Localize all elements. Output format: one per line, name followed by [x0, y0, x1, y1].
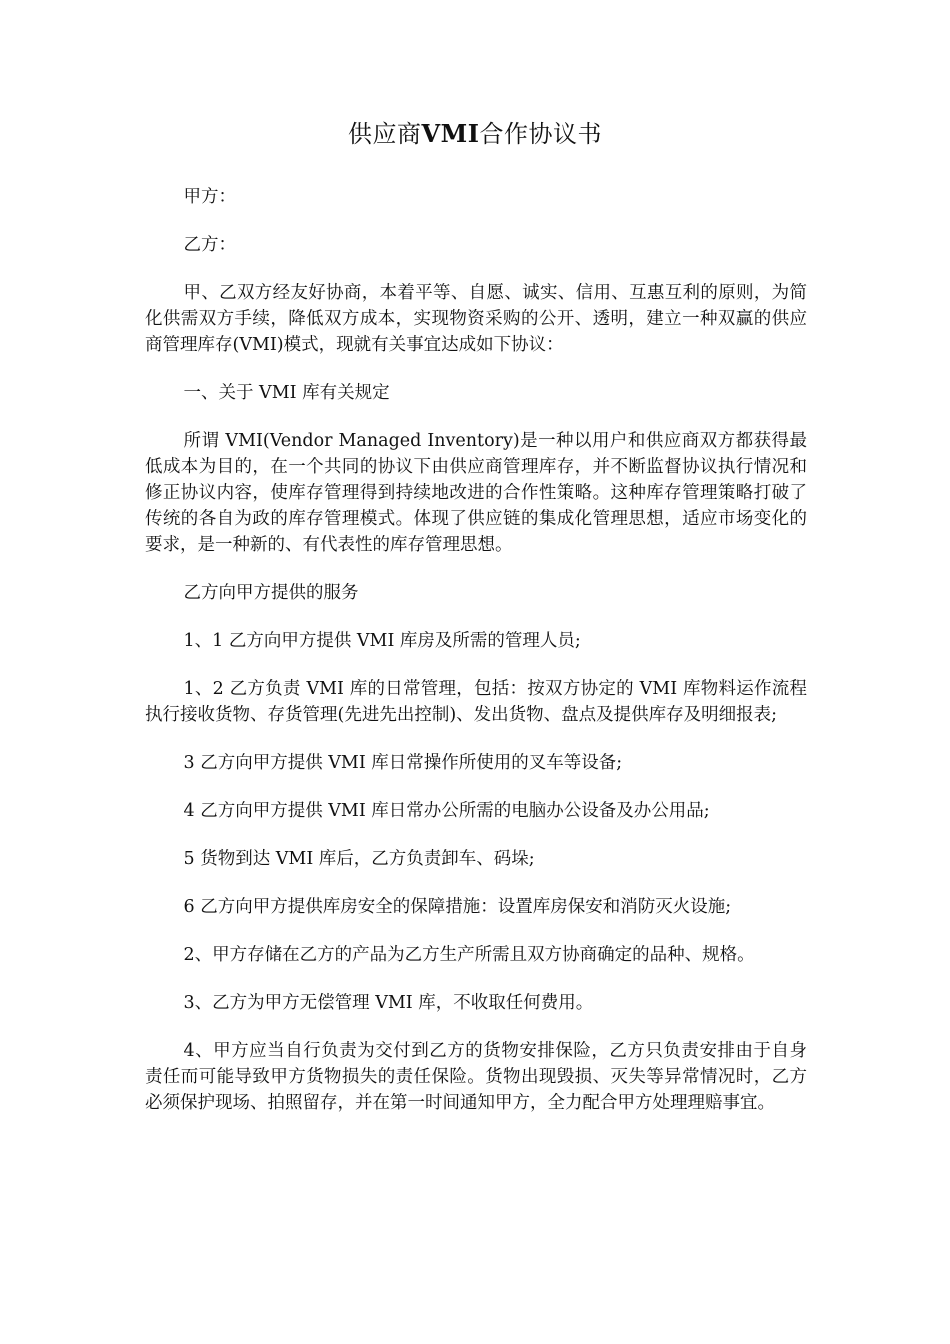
- vmi-definition-paragraph: 所谓 VMI(Vendor Managed Inventory)是一种以用户和供应商双方都获得最低成本为目的，在一个共同的协议下由供应商管理库存，并不断监督协议执行情况和修正协议内容，使库存管理得到持续地改进的合作性策略。这种库存管理策略打破了传统的各自为政的库存管理模式。体现了供应链的集成化管理思想，适应市场变化的要求，是一种新的、有代表性的库存管理思想。: [145, 431, 807, 555]
- article-2: 2、甲方存储在乙方的产品为乙方生产所需且双方协商确定的品种、规格。: [183, 945, 755, 965]
- title-prefix: 供应商: [348, 120, 422, 148]
- clause-5: 5 货物到达 VMI 库后，乙方负责卸车、码垛;: [183, 849, 535, 869]
- clause-6: 6 乙方向甲方提供库房安全的保障措施：设置库房保安和消防灭火设施;: [183, 897, 732, 917]
- preamble-paragraph: 甲、乙双方经友好协商，本着平等、自愿、诚实、信用、互惠互利的原则，为简化供需双方手续，降低双方成本，实现物资采购的公开、透明，建立一种双赢的供应商管理库存(VMI)模式，现就有关事宜达成如下协议：: [145, 283, 807, 355]
- document-title: [0, 116, 950, 152]
- clause-1-2: 1、2 乙方负责 VMI 库的日常管理，包括：按双方协定的 VMI 库物料运作流程执行接收货物、存货管理(先进先出控制)、发出货物、盘点及提供库存及明细报表;: [145, 679, 807, 725]
- section-heading: 一、关于 VMI 库有关规定: [183, 383, 390, 403]
- article-3: 3、乙方为甲方无偿管理 VMI 库，不收取任何费用。: [183, 993, 594, 1013]
- clause-3: 3 乙方向甲方提供 VMI 库日常操作所使用的叉车等设备;: [183, 753, 623, 773]
- article-4: 4、甲方应当自行负责为交付到乙方的货物安排保险，乙方只负责安排由于自身责任而可能导致甲方货物损失的责任保险。货物出现毁损、灭失等异常情况时，乙方必须保护现场、拍照留存，并在第一时间通知甲方，全力配合甲方处理理赔事宜。: [145, 1041, 807, 1113]
- party-a-line: 甲方：: [183, 187, 236, 207]
- party-b-line: 乙方：: [183, 235, 236, 255]
- document-body: [145, 184, 807, 1138]
- clause-4: 4 乙方向甲方提供 VMI 库日常办公所需的电脑办公设备及办公用品;: [183, 801, 710, 821]
- clause-1-1: 1、1 乙方向甲方提供 VMI 库房及所需的管理人员;: [183, 631, 581, 651]
- title-bold: VMI: [421, 119, 480, 148]
- services-heading: 乙方向甲方提供的服务: [183, 583, 359, 603]
- title-suffix: 合作协议书: [479, 120, 602, 148]
